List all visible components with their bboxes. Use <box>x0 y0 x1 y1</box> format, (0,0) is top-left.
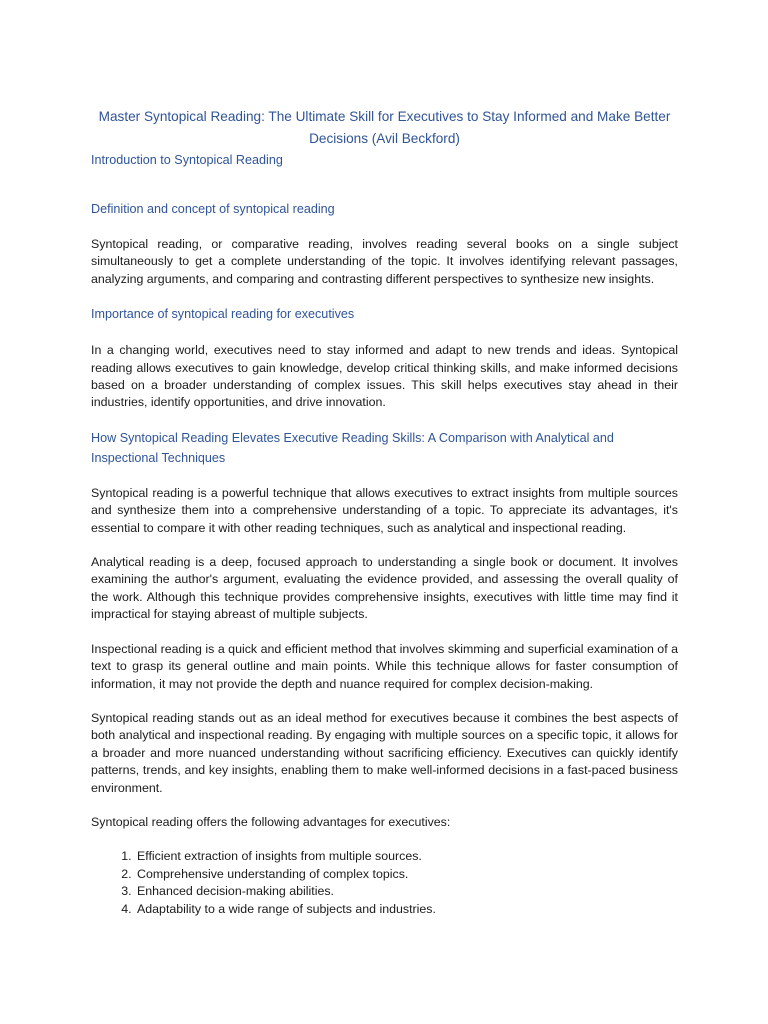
list-item: 2. Comprehensive understanding of complex topics. <box>135 866 678 883</box>
comparison-heading: How Syntopical Reading Elevates Executive Reading Skills: A Comparison with Analytical and Inspectional Techniques <box>91 430 614 465</box>
syntopical-intro-paragraph: Syntopical reading is a powerful technique that allows executives to extract insights from multiple sources and synthesize them into a comprehensive understanding of a topic. To appreciate its advantages, it's essential to compare it with other reading techniques, such as analytical and inspectional reading. <box>91 485 678 535</box>
importance-heading: Importance of syntopical reading for executives <box>91 307 355 322</box>
comparison-summary-paragraph: Syntopical reading stands out as an ideal method for executives because it combines the best aspects of both analytical and inspectional reading. By engaging with multiple sources on a specific topic, it allows for a broader and more nuanced understanding without sacrificing efficiency. Executives can quickly identify patterns, trends, and key insights, enabling them to make well-informed decisions in a fast-paced business environment. <box>91 710 678 795</box>
list-item: 1. Efficient extraction of insights from multiple sources. <box>135 848 678 865</box>
inspectional-paragraph: Inspectional reading is a quick and efficient method that involves skimming and superficial examination of a text to grasp its general outline and main points. While this technique allows for faster consumption of information, it may not provide the depth and nuance required for complex decision-making. <box>91 641 678 691</box>
intro-heading: Introduction to Syntopical Reading <box>91 153 283 167</box>
analytical-paragraph: Analytical reading is a deep, focused approach to understanding a single book or document. It involves examining the author's argument, evaluating the evidence provided, and assessing the overall quality of the work. Although this technique provides comprehensive insights, executives with little time may find it impractical for staying abreast of multiple subjects. <box>91 555 678 622</box>
list-item: 3. Enhanced decision-making abilities. <box>135 883 678 900</box>
advantages-intro: Syntopical reading offers the following advantages for executives: <box>91 814 451 829</box>
document-body <box>91 106 678 918</box>
definition-heading: Definition and concept of syntopical reading <box>91 202 335 216</box>
importance-paragraph: In a changing world, executives need to stay informed and adapt to new trends and ideas. Syntopical reading allows executives to gain knowledge, develop critical thinking skills, and make informed decisions based on a broader understanding of complex issues. This skill helps executives stay ahead in their industries, identify opportunities, and drive innovation. <box>91 343 678 410</box>
advantages-list <box>91 848 678 918</box>
list-item: 4. Adaptability to a wide range of subjects and industries. <box>135 901 678 918</box>
definition-paragraph: Syntopical reading, or comparative reading, involves reading several books on a single subject simultaneously to get a complete understanding of the topic. It involves identifying relevant passages, analyzing arguments, and comparing and contrasting different perspectives to synthesize new insights. <box>91 237 678 286</box>
document-title: Master Syntopical Reading: The Ultimate Skill for Executives to Stay Informed and Make Better Decisions (Avil Beckford) <box>98 109 671 146</box>
